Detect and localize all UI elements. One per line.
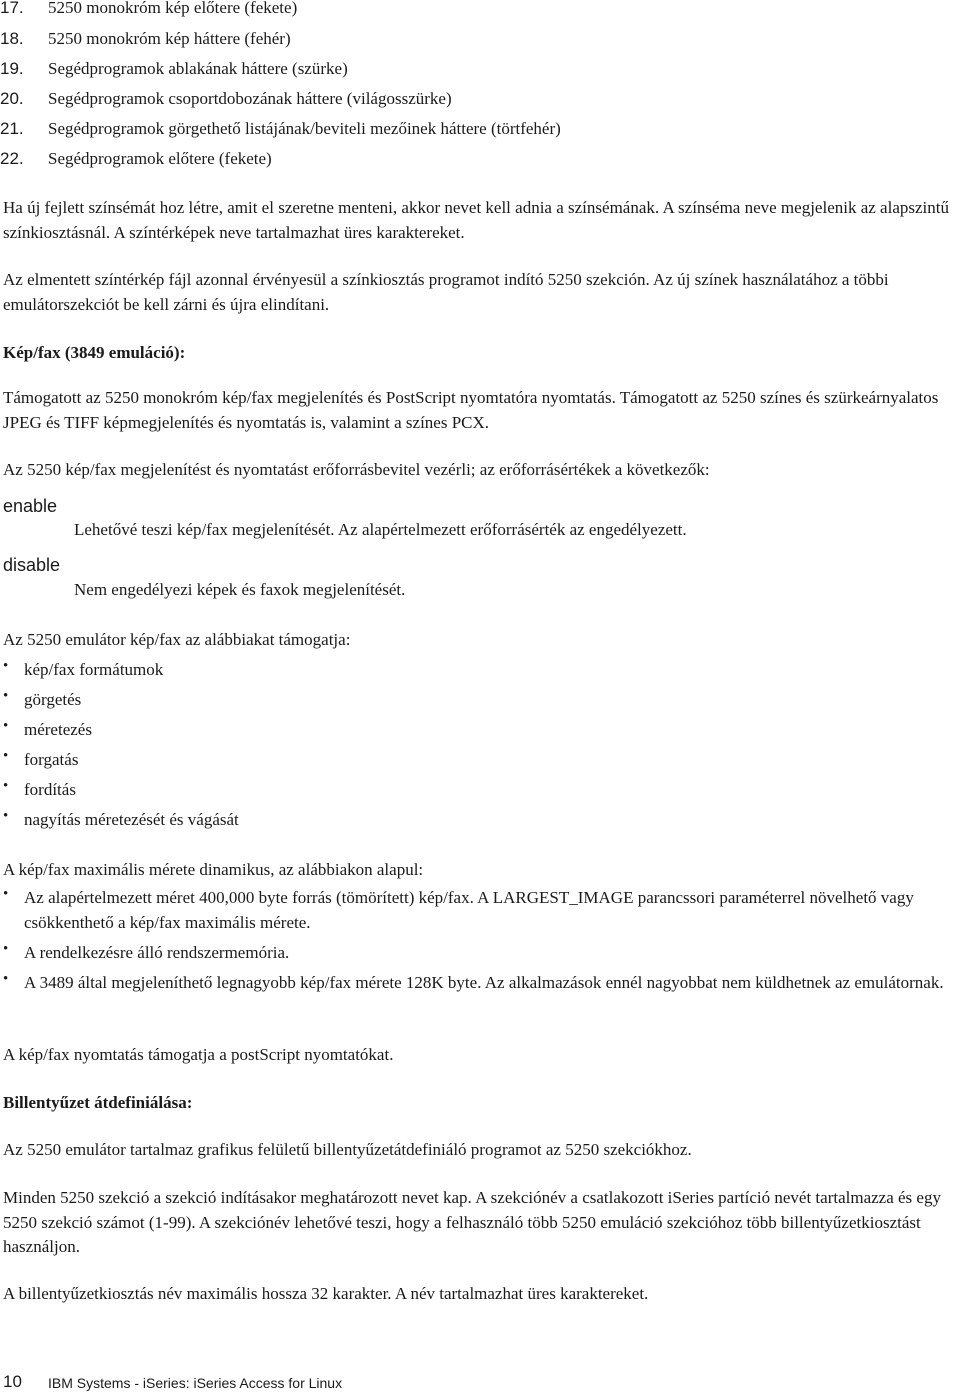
item-number: 18. bbox=[0, 29, 24, 48]
bullet: • bbox=[3, 971, 9, 987]
item-text: Segédprogramok görgethető listájának/beviteli mezőinek háttere (törtfehér) bbox=[48, 119, 561, 138]
term-enable: enable bbox=[3, 496, 58, 516]
bullet: • bbox=[3, 941, 9, 957]
paragraph-keyboard-program: Az 5250 emulátor tartalmaz grafikus felületű billentyűzetátdefiniáló programot az 5250 szekciókhoz. bbox=[3, 1140, 692, 1159]
list-item-text: forgatás bbox=[24, 750, 79, 769]
list-item-text: A rendelkezésre álló rendszermemória. bbox=[24, 943, 290, 962]
paragraph-supported: Támogatott az 5250 monokróm kép/fax megjelenítés és PostScript nyomtatóra nyomtatás. Támogatott az 5250 színes és szürkeárnyalatos JPEG és TIFF képmegjelenítés és nyomtatás is, valamint a színes PCX. bbox=[3, 388, 939, 432]
bullet: • bbox=[3, 658, 9, 674]
paragraph-saved-map: Az elmentett színtérkép fájl azonnal érvényesül a színkiosztás programot indító 5250 szekción. Az új színek használatához a többi emulátorszekciót be kell zárni és újra elindítani. bbox=[3, 270, 889, 314]
list-item bbox=[0, 886, 960, 936]
bullet: • bbox=[3, 778, 9, 794]
item-number: 21. bbox=[0, 119, 24, 138]
page-number: 10 bbox=[3, 1372, 22, 1391]
paragraph-resource: Az 5250 kép/fax megjelenítést és nyomtatást erőforrásbevitel vezérli; az erőforrásértékek a következők: bbox=[3, 460, 710, 479]
list-item bbox=[0, 971, 960, 1021]
item-text: 5250 monokróm kép háttere (fehér) bbox=[48, 29, 291, 48]
item-text: Segédprogramok ablakának háttere (szürke) bbox=[48, 59, 348, 78]
item-number: 19. bbox=[0, 59, 24, 78]
paragraph-print: A kép/fax nyomtatás támogatja a postScript nyomtatókat. bbox=[3, 1045, 394, 1064]
list-item-text: kép/fax formátumok bbox=[24, 660, 164, 679]
paragraph-max-size: A kép/fax maximális mérete dinamikus, az alábbiakon alapul: bbox=[3, 860, 424, 879]
book-title: IBM Systems - iSeries: iSeries Access for Linux bbox=[48, 1375, 343, 1391]
bullet: • bbox=[3, 808, 9, 824]
bullet: • bbox=[3, 688, 9, 704]
item-text: Segédprogramok előtere (fekete) bbox=[48, 149, 272, 168]
list-item-text: méretezés bbox=[24, 720, 92, 739]
item-text: Segédprogramok csoportdobozának háttere (világosszürke) bbox=[48, 89, 452, 108]
list-item bbox=[0, 658, 960, 682]
item-number: 20. bbox=[0, 89, 24, 108]
list-item bbox=[0, 688, 960, 712]
term-enable-definition: Lehetővé teszi kép/fax megjelenítését. Az alapértelmezett erőforrásérték az engedélyezett. bbox=[74, 520, 687, 539]
list-item-text: A 3489 által megjeleníthető legnagyobb kép/fax mérete 128K byte. Az alkalmazások ennél nagyobbat nem küldhetnek az emulátornak. bbox=[24, 973, 944, 992]
paragraph-emulator-supports: Az 5250 emulátor kép/fax az alábbiakat támogatja: bbox=[3, 630, 351, 649]
list-item bbox=[0, 808, 960, 832]
paragraph-keymap-length: A billentyűzetkiosztás név maximális hossza 32 karakter. A név tartalmazhat üres karaktereket. bbox=[3, 1284, 649, 1303]
list-item bbox=[0, 941, 960, 965]
term-disable-definition: Nem engedélyezi képek és faxok megjelenítését. bbox=[74, 580, 406, 599]
term-disable: disable bbox=[3, 555, 61, 575]
list-item-text: Az alapértelmezett méret 400,000 byte forrás (tömörített) kép/fax. A LARGEST_IMAGE parancssori paraméterrel növelhető vagy csökkenthető a kép/fax maximális mérete. bbox=[24, 888, 914, 932]
list-item bbox=[0, 718, 960, 742]
heading-keyboard: Billentyűzet átdefiniálása: bbox=[3, 1093, 193, 1112]
item-number: 22. bbox=[0, 149, 24, 168]
bullet: • bbox=[3, 748, 9, 764]
list-item bbox=[0, 778, 960, 802]
list-item bbox=[0, 748, 960, 772]
item-number: 17. bbox=[0, 0, 24, 17]
bullet: • bbox=[3, 886, 9, 902]
heading-image-fax: Kép/fax (3849 emuláció): bbox=[3, 343, 186, 362]
item-text: 5250 monokróm kép előtere (fekete) bbox=[48, 0, 298, 17]
list-item-text: nagyítás méretezését és vágását bbox=[24, 810, 239, 829]
list-item-text: görgetés bbox=[24, 690, 82, 709]
paragraph-color-scheme: Ha új fejlett színsémát hoz létre, amit el szeretne menteni, akkor nevet kell adnia a színsémának. A színséma neve megjelenik az alapszintű színkiosztásnál. A színtérképek neve tartalmazhat üres karaktereket. bbox=[3, 198, 949, 242]
bullet: • bbox=[3, 718, 9, 734]
list-item-text: fordítás bbox=[24, 780, 76, 799]
paragraph-session-name: Minden 5250 szekció a szekció indításakor meghatározott nevet kap. A szekciónév a csatlakozott iSeries partíció nevét tartalmazza és egy 5250 szekció számot (1-99). A szekciónév lehetővé teszi, hogy a felhasználó több 5250 emuláció szekcióhoz több billentyűzetkiosztást használjon. bbox=[3, 1188, 941, 1256]
